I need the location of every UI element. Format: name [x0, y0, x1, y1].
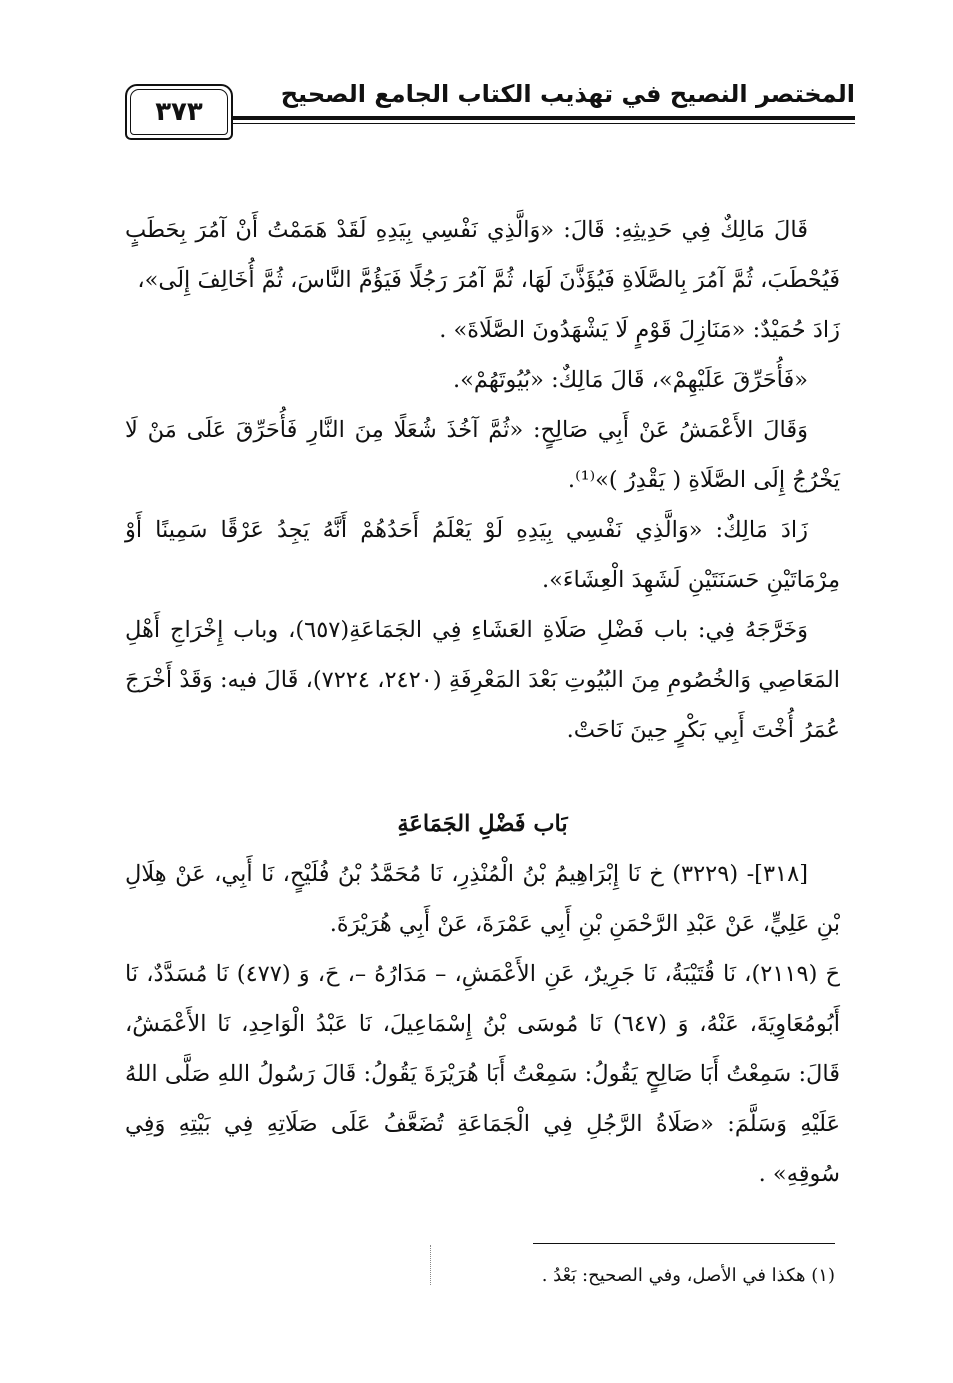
header-rule-thin	[227, 123, 855, 124]
footnote-rule	[533, 1243, 835, 1244]
paragraph-4: وَقَالَ الأَعْمَشُ عَنْ أَبِي صَالِحٍ: «ثُمَّ آخُذَ شُعَلًا مِنَ النَّارِ فَأُحَرِّقَ عَلَى مَنْ لَا يَخْرُجُ إِلَى الصَّلَاةِ ( يَقْدِرُ )»⁽¹⁾.	[125, 417, 840, 493]
paragraph-3: «فَأُحَرِّقَ عَلَيْهِمْ»، قَالَ مَالِكٌ: «بُيُوتَهُمْ».	[452, 367, 808, 393]
page-number: ٣٧٣	[155, 97, 203, 127]
section-heading: بَاب فَضْلِ الجَمَاعَةِ	[397, 811, 568, 837]
paragraph-6: وَخَرَّجَهُ فِي: باب فَضْلِ صَلَاةِ العَشَاءِ فِي الجَمَاعَةِ(٦٥٧)، وباب إِخْرَاجِ أَهْلِ المَعَاصِي وَالخُصُومِ مِنَ البُيُوتِ بَعْدَ المَعْرِفَةِ (٢٤٢٠، ٧٢٢٤)، قَالَ فيه: وَقَدْ أَخْرَجَ عُمَرُ أُخْتَ أَبِي بَكْرٍ حِينَ نَاحَتْ.	[125, 617, 840, 743]
paragraph-7: [٣١٨]- (٣٢٢٩) خ نَا إِبْرَاهِيمُ بْنُ الْمُنْذِرِ، نَا مُحَمَّدُ بْنُ فُلَيْحٍ، نَا أَبِي، عَنْ هِلَالِ بْنِ عَلِيٍّ، عَنْ عَبْدِ الرَّحْمَنِ بْنِ أَبِي عَمْرَةَ، عَنْ أَبِي هُرَيْرَةَ.	[125, 861, 840, 937]
paragraph-5: زَادَ مَالِكٌ: «وَالَّذِي نَفْسِي بِيَدِهِ لَوْ يَعْلَمُ أَحَدُهُمْ أَنَّهُ يَجِدُ عَرْقًا سَمِينًا أَوْ مِرْمَاتَيْنِ حَسَنَتَيْنِ لَشَهِدَ الْعِشَاءَ».	[125, 517, 840, 593]
page-number-box	[125, 84, 233, 140]
main-text	[125, 205, 840, 1199]
footnote: (١) هكذا في الأصل، وفي الصحيح: بَعْدُ .	[541, 1265, 835, 1286]
running-title: المختصر النصيح في تهذيب الكتاب الجامع الصحيح	[280, 80, 855, 108]
paragraph-2: زَادَ حُمَيْدٌ: «مَنَازِلَ قَوْمٍ لَا يَشْهَدُونَ الصَّلَاةَ» .	[439, 317, 840, 343]
paragraph-1: قَالَ مَالِكٌ فِي حَدِيثِهِ: قَالَ: «وَالَّذِي نَفْسِي بِيَدِهِ لَقَدْ هَمَمْتُ أَنْ آمُرَ بِحَطَبٍ فَيُحْطَبَ، ثُمَّ آمُرَ بِالصَّلَاةِ فَيُؤَذَّنَ لَهَا، ثُمَّ آمُرَ رَجُلًا فَيَؤُمَّ النَّاسَ، ثُمَّ أُخَالِفَ إِلَى»،	[125, 217, 840, 293]
header-rule-thick	[227, 116, 855, 120]
page-header	[125, 72, 855, 142]
center-dotted-mark	[430, 1245, 432, 1285]
paragraph-8: حَ (٢١١٩)، نَا قُتَيْبَةُ، نَا جَرِيرٌ، عَنِ الأَعْمَشِ، – مَدَارُهُ –، حَ، وَ (٤٧٧) نَا مُسَدَّدٌ، نَا أَبُومُعَاوِيَةَ، عَنْهُ، وَ (٦٤٧) نَا مُوسَى بْنُ إِسْمَاعِيلَ، نَا عَبْدُ الْوَاحِدِ، نَا الأَعْمَشُ، قَالَ: سَمِعْتُ أَبَا صَالِحٍ يَقُولُ: سَمِعْتُ أَبَا هُرَيْرَةَ يَقُولُ: قَالَ رَسُولُ اللهِ صَلَّى اللهُ عَلَيْهِ وَسَلَّمَ: «صَلَاةُ الرَّجُلِ فِي الْجَمَاعَةِ تُضَعَّفُ عَلَى صَلَاتِهِ فِي بَيْتِهِ وَفِي سُوقِهِ» .	[125, 961, 840, 1187]
